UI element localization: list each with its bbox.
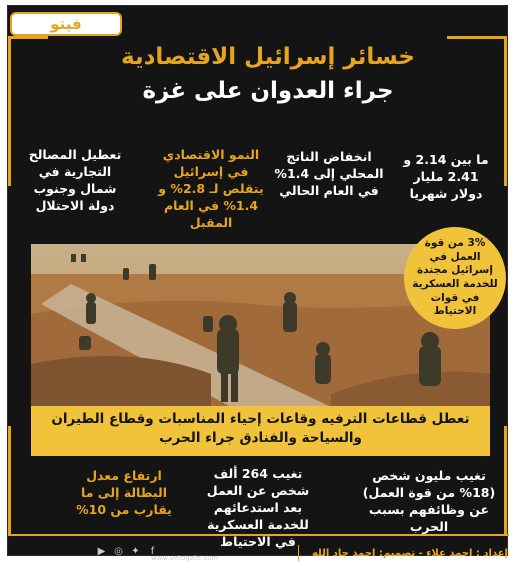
- circle-text: 3% من قوة العمل في إسرائيل مجندة للخدمة العسكرية في قوات الاحتياط: [412, 237, 498, 318]
- facebook-icon[interactable]: f: [150, 546, 155, 557]
- website-url[interactable]: www.vetogate.com: [151, 554, 219, 562]
- stat-absent-million: تغيب مليون شخص (18% من قوة العمل) عن وظائفهم بسبب الحرب: [362, 468, 496, 534]
- stat-monthly-loss: ما بين 2.14 و 2.41 مليار دولار شهريا: [403, 152, 489, 201]
- youtube-icon[interactable]: ▶: [97, 546, 106, 557]
- stat-gdp-drop: انخفاض الناتج المحلي إلى 1.4% في العام الحالي: [274, 149, 384, 198]
- credits-text: إعداد : احمد علاء - تصميم: احمد جاد الله: [311, 548, 508, 559]
- bracket-line: [8, 36, 11, 186]
- instagram-icon[interactable]: ◎: [114, 546, 123, 557]
- twitter-icon[interactable]: ✦: [131, 546, 140, 557]
- bracket-line: [447, 36, 507, 39]
- stat-absent-reservists: تغيب 264 ألف شخص عن العمل بعد استدعائهم للخدمة العسكرية في الاحتياط: [206, 466, 310, 549]
- reserve-stat-circle: [404, 227, 506, 329]
- logo-text: فيتو: [50, 15, 82, 33]
- page-subtitle: جراء العدوان على غزة: [142, 78, 394, 104]
- bracket-line: [504, 426, 507, 536]
- stat-growth: النمو الاقتصادي في إسرائيل يتقلص لـ 2.8% و 1.4% في العام المقبل: [158, 147, 264, 230]
- social-links: [96, 546, 158, 557]
- bracket-line: [8, 36, 48, 39]
- site-logo[interactable]: [10, 12, 122, 36]
- stat-business-disruption: تعطيل المصالح التجارية في شمال وجنوب دولة الاحتلال: [28, 147, 122, 213]
- stat-unemployment: ارتفاع معدل البطالة إلى ما يقارب من 10%: [76, 468, 172, 517]
- bracket-line: [504, 36, 507, 186]
- infographic-frame: [7, 5, 508, 562]
- sectors-banner: [31, 406, 490, 456]
- banner-text: تعطل قطاعات الترفيه وقاعات إحياء المناسبات وقطاع الطيران والسياحة والفنادق جراء الحرب: [51, 411, 470, 446]
- page-title: خسائر إسرائيل الاقتصادية: [121, 44, 415, 70]
- bracket-line: [8, 426, 11, 536]
- footer-divider: [298, 545, 299, 561]
